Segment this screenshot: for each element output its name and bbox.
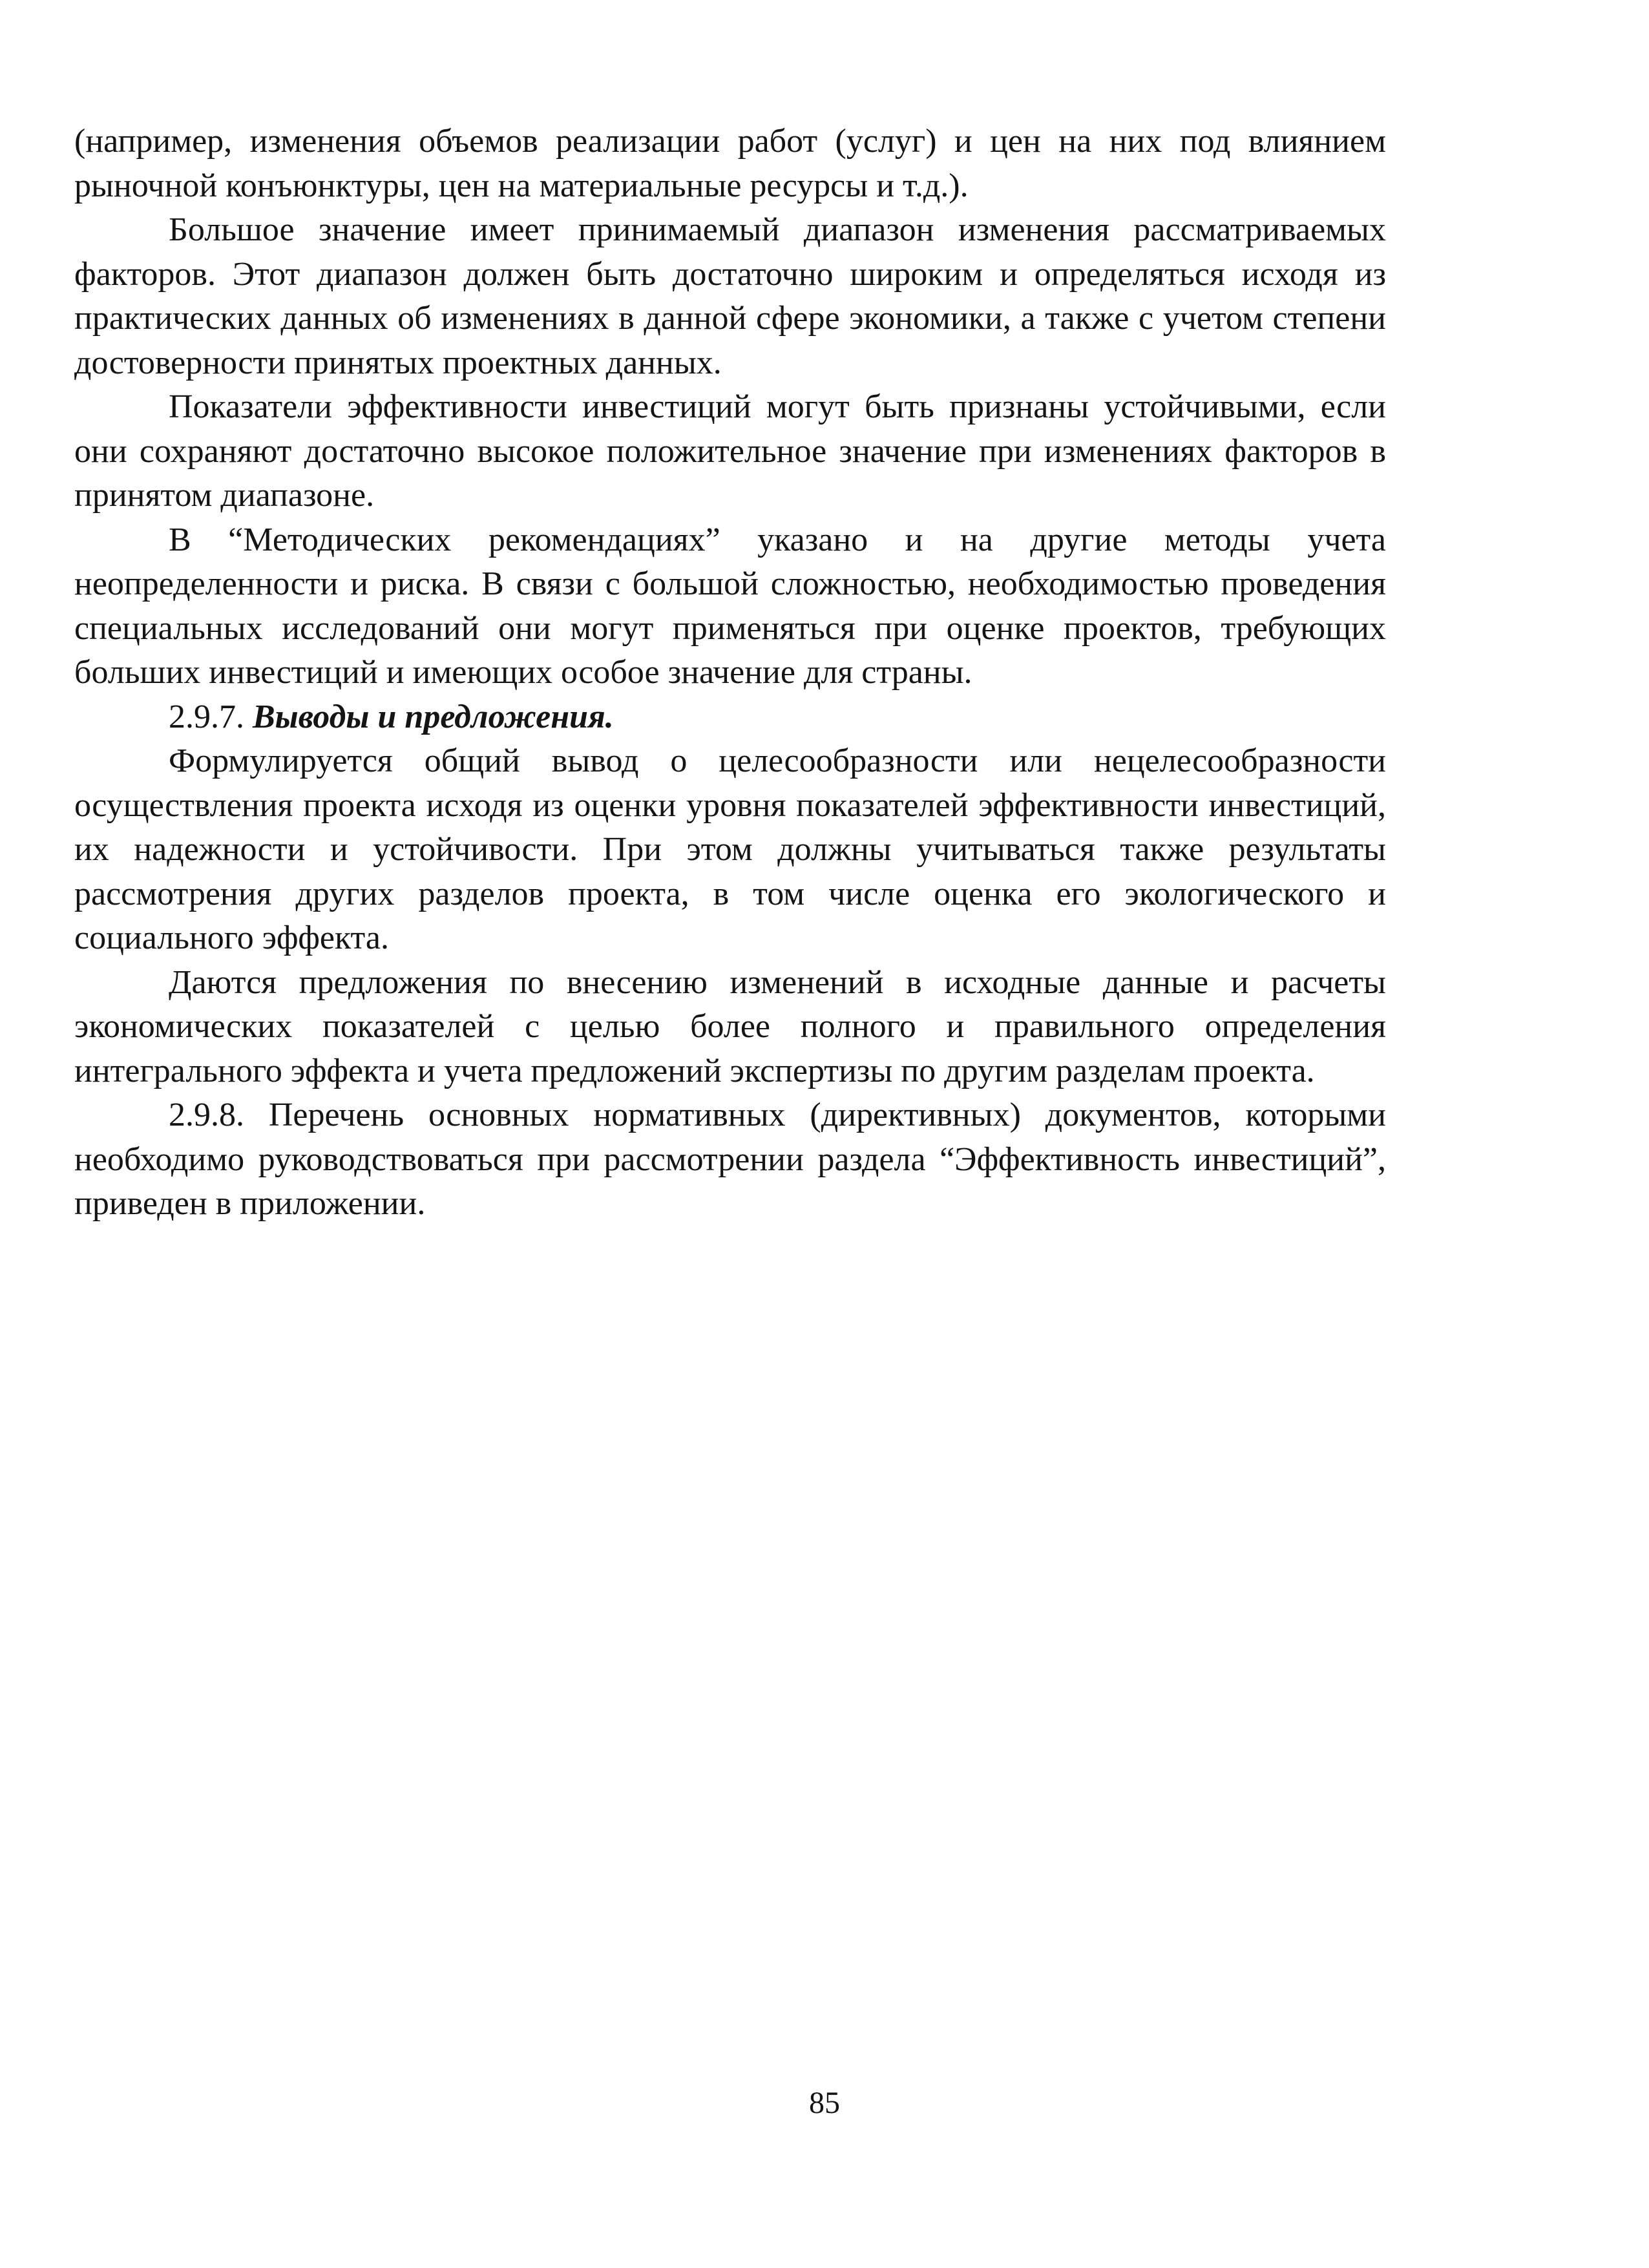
paragraph-7: 2.9.8. Перечень основных нормативных (директивных) документов, которыми необходимо руководствоваться при рассмотрении раздела “Эффективность инвестиций”, приведен в приложении. (74, 1097, 1386, 1222)
section-number: 2.9.7. (169, 698, 244, 735)
paragraph-3: Показатели эффективности инвестиций могут быть признаны устойчивыми, если они сохраняют достаточно высокое положительное значение при изменениях факторов в принятом диапазоне. (74, 388, 1386, 514)
section-title: Выводы и предложения. (253, 698, 614, 735)
paragraph-4: В “Методических рекомендациях” указано и на другие методы учета неопределенности и риска. В связи с большой сложностью, необходимостью проведения специальных исследований они могут применяться при оценке проектов, требующих больших инвестиций и имеющих особое значение для страны. (74, 521, 1386, 691)
page-number: 85 (809, 2086, 840, 2120)
paragraph-1: (например, изменения объемов реализации работ (услуг) и цен на них под влиянием рыночной конъюнктуры, цен на материальные ресурсы и т.д.). (74, 123, 1386, 204)
section-heading (74, 695, 1386, 740)
body-text (74, 120, 1386, 1226)
paragraph-2: Большое значение имеет принимаемый диапазон изменения рассматриваемых факторов. Этот диапазон должен быть достаточно широким и определяться исходя из практических данных об изменениях в данной сфере экономики, а также с учетом степени достоверности принятых проектных данных. (74, 211, 1386, 381)
paragraph-5: Формулируется общий вывод о целесообразности или нецелесообразности осуществления проекта исходя из оценки уровня показателей эффективности инвестиций, их надежности и устойчивости. При этом должны учитываться также результаты рассмотрения других разделов проекта, в том числе оценка его экологического и социального эффекта. (74, 742, 1386, 956)
paragraph-6: Даются предложения по внесению изменений в исходные данные и расчеты экономических показателей с целью более полного и правильного определения интегрального эффекта и учета предложений экспертизы по другим разделам проекта. (74, 963, 1386, 1089)
